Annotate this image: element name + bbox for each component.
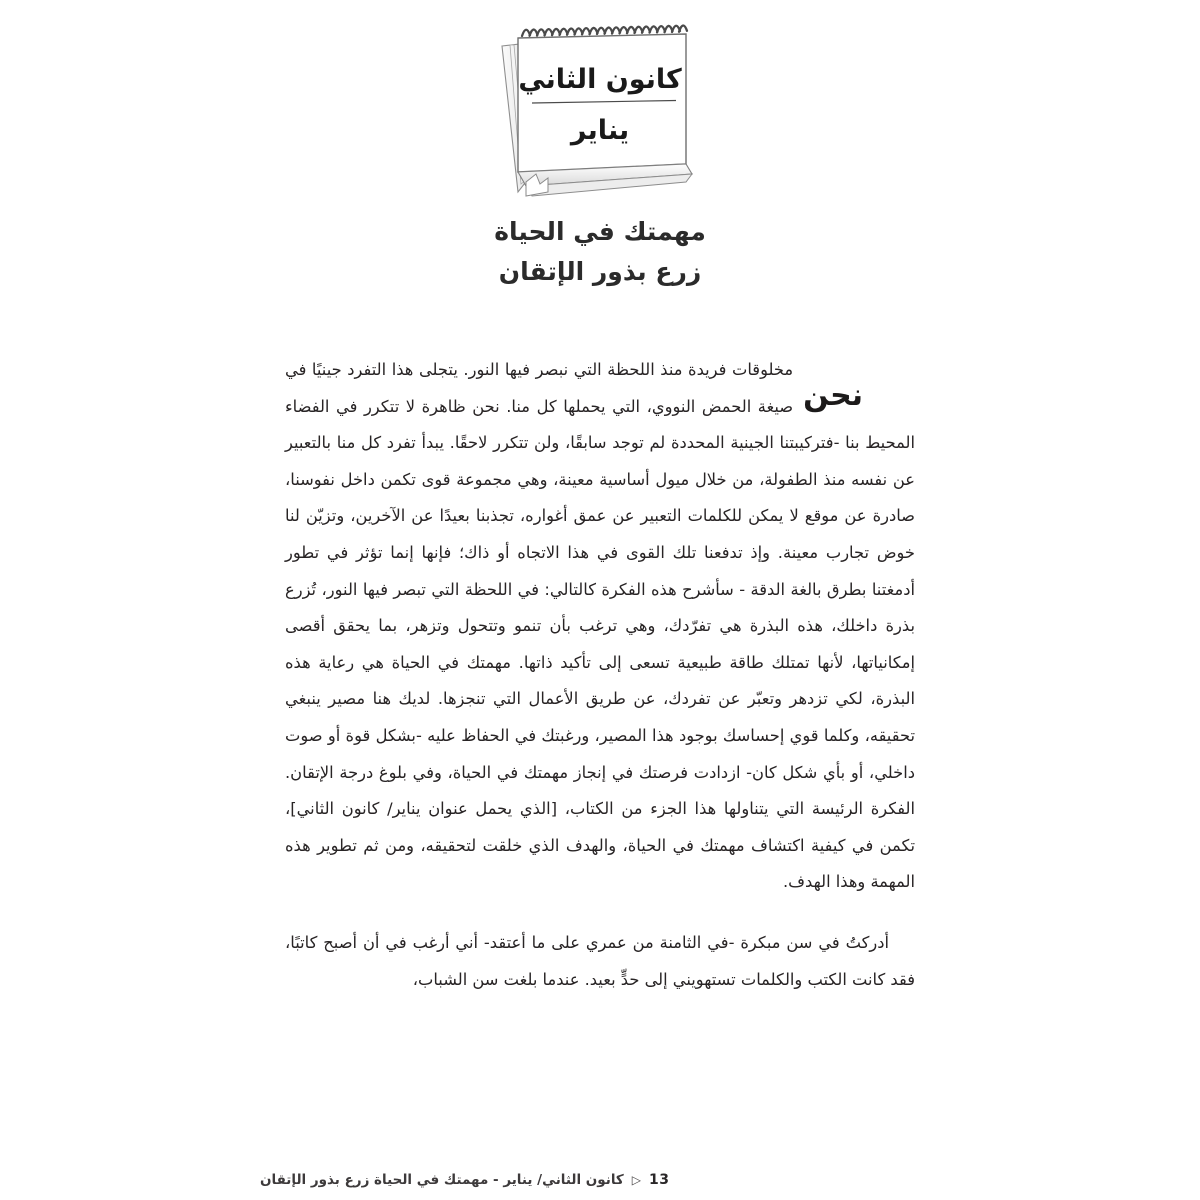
calendar-month-primary: كانون الثاني	[518, 64, 682, 95]
paragraph-2: أدركتُ في سن مبكرة -في الثامنة من عمري على ما أعتقد- أني أرغب في أن أصبح كاتبًا، فقد كانت الكتب والكلمات تستهويني إلى حدٍّ بعيد. عندما بلغت سن الشباب،	[285, 932, 915, 989]
body-text	[285, 352, 915, 998]
page-number: 13	[648, 1172, 670, 1188]
footer-running-title: كانون الثاني/ يناير - مهمتك في الحياة زرع بذور الإتقان	[260, 1172, 624, 1188]
desk-calendar-icon	[480, 14, 720, 204]
drop-cap: نحن	[803, 378, 863, 413]
page-subtitle: زرع بذور الإتقان	[498, 257, 702, 287]
footer-inner	[260, 1172, 669, 1188]
chapter-heading	[0, 216, 1200, 288]
calendar-svg	[480, 14, 720, 204]
paragraph-1	[285, 352, 915, 901]
calendar-illustration	[0, 14, 1200, 204]
page-title: مهمتك في الحياة	[494, 217, 706, 246]
calendar-month-secondary: يناير	[570, 115, 630, 146]
triangle-marker-icon: ▷	[631, 1173, 641, 1187]
paragraph-1-text: مخلوقات فريدة منذ اللحظة التي نبصر فيها النور. يتجلى هذا التفرد جينيًا في صيغة الحمض النووي، التي يحملها كل منا. نحن ظاهرة لا تتكرر في الفضاء المحيط بنا -فتركيبتنا الجينية المحددة لم توجد سابقًا، ولن تتكرر لاحقًا. يبدأ تفرد كل منا بالتعبير عن نفسه منذ الطفولة، من خلال ميول أساسية معينة، وهي مجموعة قوى تكمن داخل نفوسنا، صادرة عن موقع لا يمكن للكلمات التعبير عن عمق أغواره، تجذبنا بعيدًا عن الآخرين، وتزيّن لنا خوض تجارب معينة. وإذ تدفعنا تلك القوى في هذا الاتجاه أو ذاك؛ فإنها إنما تؤثر في تطور أدمغتنا بطرق بالغة الدقة - سأشرح هذه الفكرة كالتالي: في اللحظة التي تبصر فيها النور، تُزرع بذرة داخلك، هذه البذرة هي تفرّدك، وهي ترغب بأن تنمو وتتحول وتزهر، بما يحقق أقصى إمكانياتها، لأنها تمتلك طاقة طبيعية تسعى إلى تأكيد ذاتها. مهمتك في الحياة هي رعاية هذه البذرة، لكي تزدهر وتعبّر عن تفردك، عن طريق الأعمال التي تنجزها. لديك هنا مصير ينبغي تحقيقه، وكلما قوي إحساسك بوجود هذا المصير، ورغبتك في الحفاظ عليه -بشكل قوة أو صوت داخلي، أو بأي شكل كان- ازدادت فرصتك في إنجاز مهمتك في الحياة، وفي بلوغ درجة الإتقان. الفكرة الرئيسة التي يتناولها هذا الجزء من الكتاب، [الذي يحمل عنوان يناير/ كانون الثاني]، تكمن في كيفية اكتشاف مهمتك في الحياة، والهدف الذي خلقت لتحقيقه، ومن ثم تطوير هذه المهمة وهذا الهدف.	[285, 360, 915, 892]
